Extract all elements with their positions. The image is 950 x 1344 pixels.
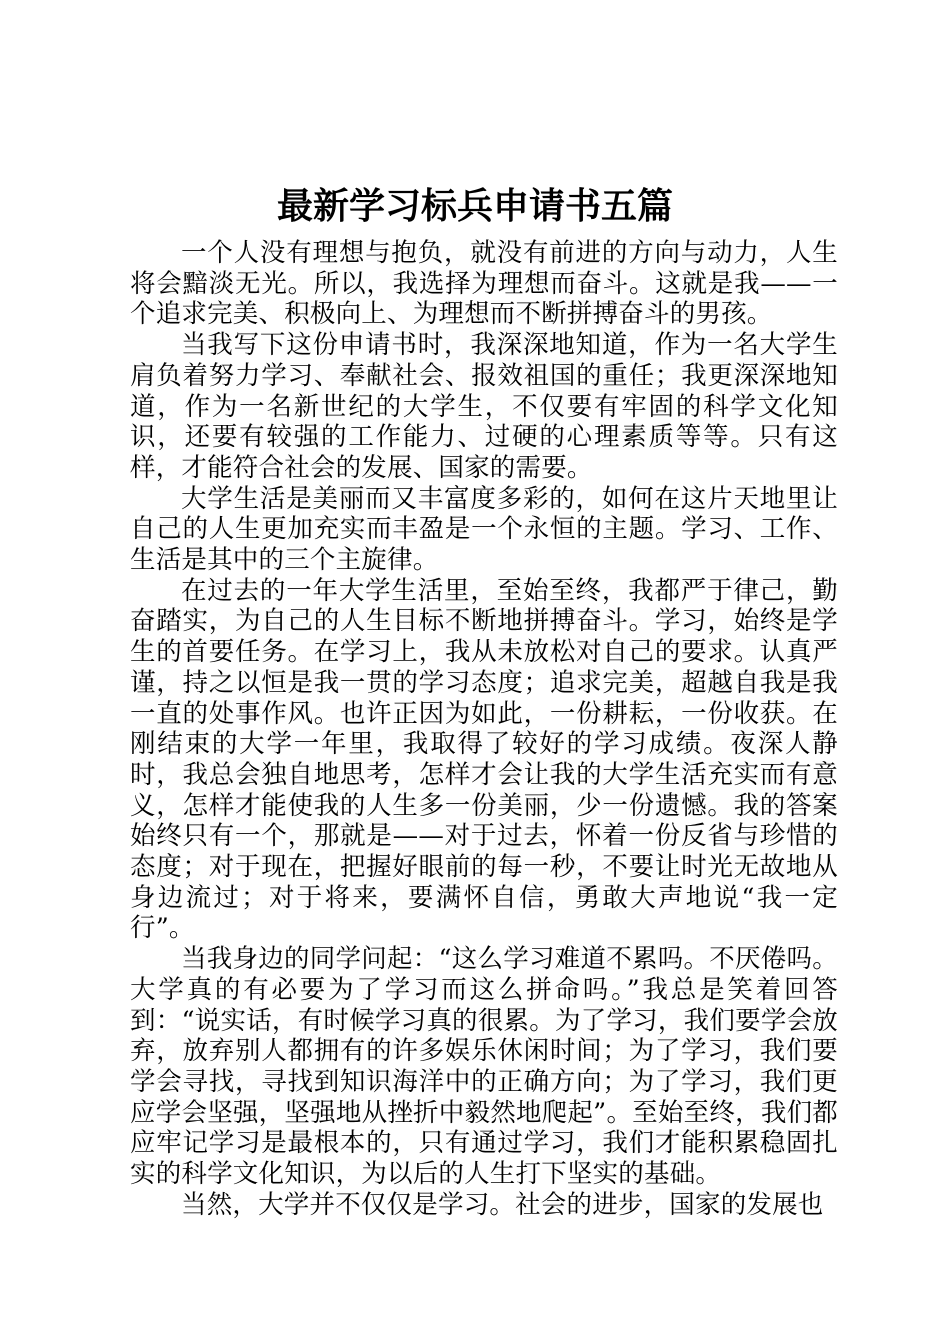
paragraph-1: 一个人没有理想与抱负，就没有前进的方向与动力，人生将会黯淡无光。所以，我选择为理想而奋斗。这就是我——一个追求完美、积极向上、为理想而不断拼搏奋斗的男孩。 <box>130 238 838 330</box>
paragraph-2: 当我写下这份申请书时，我深深地知道，作为一名大学生肩负着努力学习、奉献社会、报效祖国的重任；我更深深地知道，作为一名新世纪的大学生，不仅要有牢固的科学文化知识，还要有较强的工作能力、过硬的心理素质等等。只有这样，才能符合社会的发展、国家的需要。 <box>130 330 838 483</box>
paragraph-6: 当然，大学并不仅仅是学习。社会的进步，国家的发展也 <box>181 1189 824 1220</box>
paragraph-5: 当我身边的同学问起：“这么学习难道不累吗。不厌倦吗。大学真的有必要为了学习而这么拼命吗。”我总是笑着回答到：“说实话，有时候学习真的很累。为了学习，我们要学会放弃，放弃别人都拥有的许多娱乐休闲时间；为了学习，我们要学会寻找，寻找到知识海洋中的正确方向；为了学习，我们更应学会坚强，坚强地从挫折中毅然地爬起”。至始至终，我们都应牢记学习是最根本的，只有通过学习，我们才能积累稳固扎实的科学文化知识，为以后的人生打下坚实的基础。 <box>130 944 838 1190</box>
paragraph-4: 在过去的一年大学生活里，至始至终，我都严于律己，勤奋踏实，为自己的人生目标不断地拼搏奋斗。学习，始终是学生的首要任务。在学习上，我从未放松对自己的要求。认真严谨，持之以恒是我一贯的学习态度；追求完美，超越自我是我一直的处事作风。也许正因为如此，一份耕耘，一份收获。在刚结束的大学一年里，我取得了较好的学习成绩。夜深人静时，我总会独自地思考，怎样才会让我的大学生活充实而有意义，怎样才能使我的人生多一份美丽，少一份遗憾。我的答案始终只有一个，那就是——对于过去，怀着一份反省与珍惜的态度；对于现在，把握好眼前的每一秒，不要让时光无故地从身边流过；对于将来，要满怀自信，勇敢大声地说“我一定行”。 <box>130 575 838 944</box>
paragraph-3: 大学生活是美丽而又丰富度多彩的，如何在这片天地里让自己的人生更加充实而丰盈是一个永恒的主题。学习、工作、生活是其中的三个主旋律。 <box>130 483 838 576</box>
document-body <box>130 238 838 1221</box>
document-title: 最新学习标兵申请书五篇 <box>276 185 673 227</box>
